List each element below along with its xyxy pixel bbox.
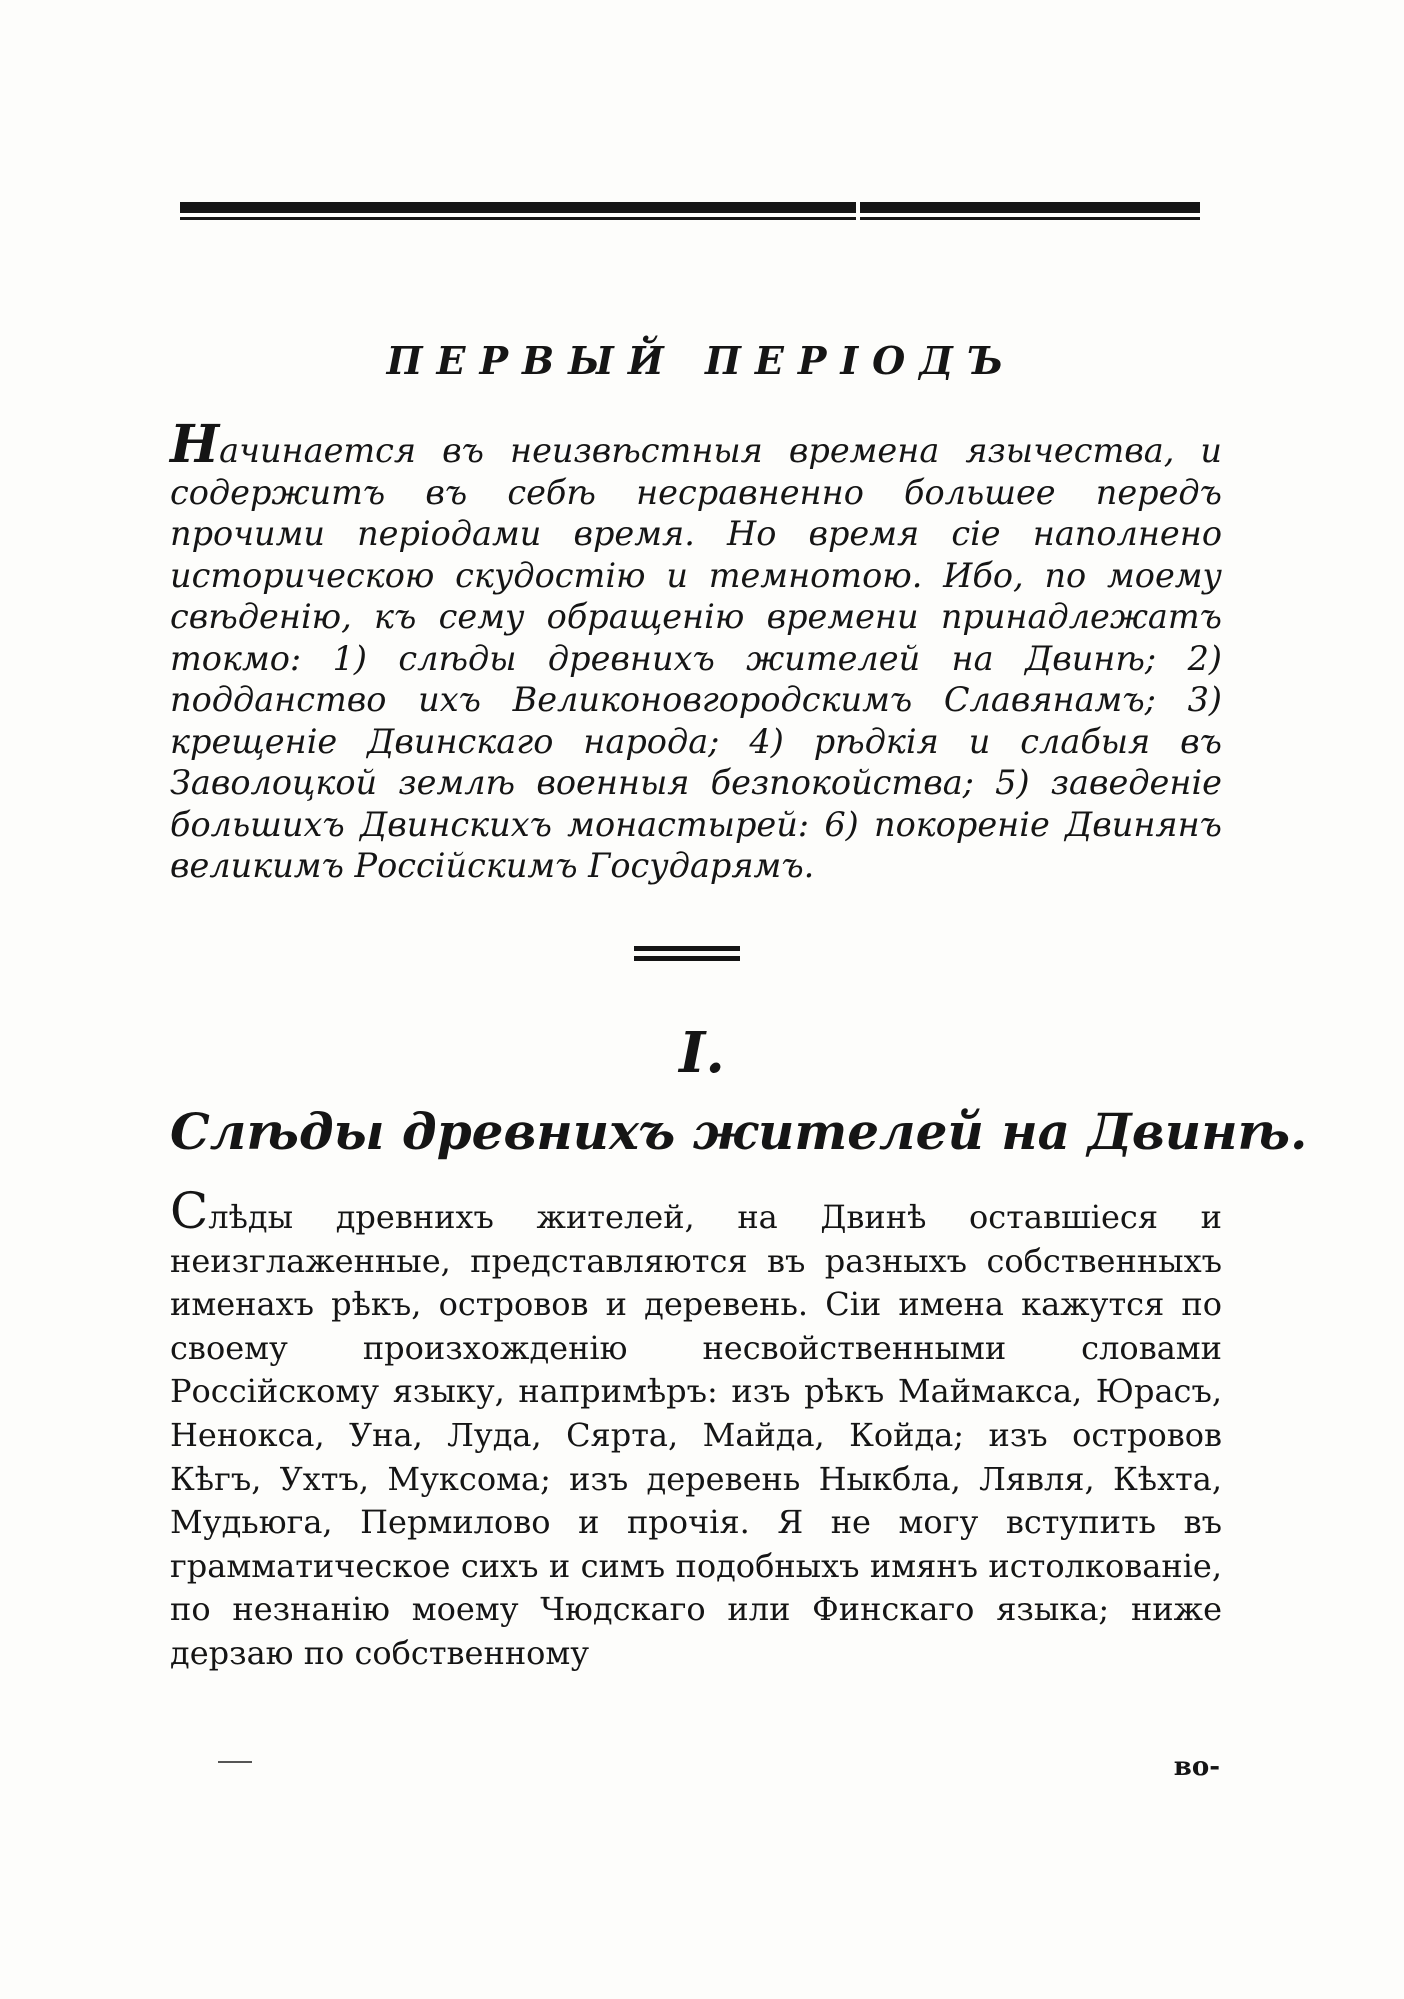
body-text: лѣды древнихъ жителей, на Двинѣ оставшіеся и неизглаженные, представляются въ разныхъ собственныхъ именахъ рѣкъ, островов и деревень. Сіи имена кажутся по своему произхожденію несвойственными словами Россійскому языку, напримѣръ: изъ рѣкъ Маймакса, Юрасъ, Ненокса, Уна, Луда, Сярта, Майда, Койда; изъ островов Кѣгъ, Ухтъ, Муксома; изъ деревень Ныкбла, Лявля, Кѣхта, Мудьюга, Пермилово и прочія. Я не могу вступить въ грамматическое сихъ и симъ подобныхъ имянъ истолкованіе, по незнанію моему Чюдскаго или Финскаго языка; ниже дерзаю по собственному xyxy=(170,1198,1222,1672)
intro-text: ачинается въ неизвѣстныя времена язычества, и содержитъ въ себѣ несравненно большее передъ прочими періодами время. Но время сіе наполнено историческою скудостію и темнотою. Ибо, по моему свѣденію, къ сему обращенію времени принадлежатъ токмо: 1) слѣды древнихъ жителей на Двинѣ; 2) подданство ихъ Великоновгородскимъ Славянамъ; 3) крещеніе Двинскаго народа; 4) рѣдкія и слабыя въ Заволоцкой землѣ военныя безпокойства; 5) заведеніе большихъ Двинскихъ монастырей: 6) покореніе Двинянъ великимъ Россійскимъ Государямъ. xyxy=(170,431,1222,885)
body-initial: С xyxy=(170,1182,209,1240)
intro-initial: Н xyxy=(170,414,220,475)
section-title: Слѣды древнихъ жителей на Двинѣ. xyxy=(170,1102,1308,1161)
section-divider xyxy=(634,946,740,962)
intro-paragraph xyxy=(170,414,1222,887)
body-paragraph xyxy=(170,1182,1222,1676)
footer-dash xyxy=(218,1761,252,1763)
period-title: ПЕРВЫЙ ПЕРІОДЪ xyxy=(386,338,1018,383)
catchword: во- xyxy=(1173,1752,1220,1782)
section-number: I. xyxy=(679,1020,725,1086)
ornamental-rule-top xyxy=(180,198,1200,222)
